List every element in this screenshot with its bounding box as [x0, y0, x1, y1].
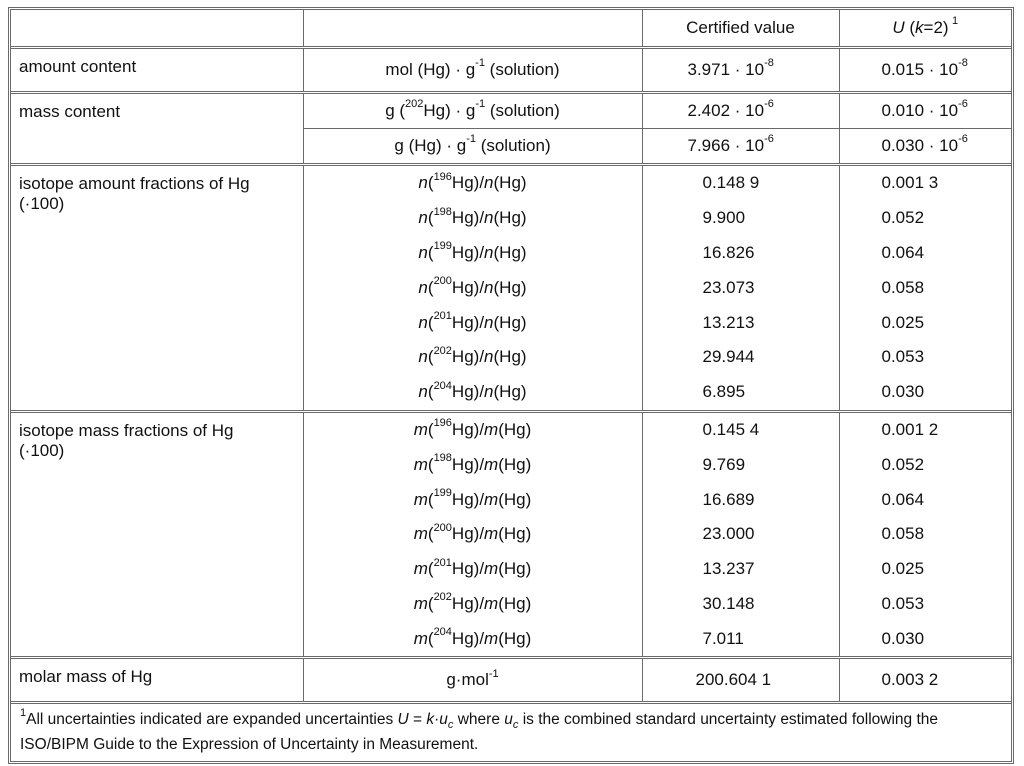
isotope-amount-uncertainty: 0.030	[881, 382, 925, 402]
isotope-mass-uncertainty: 0.052	[881, 454, 925, 474]
molar-mass-unit-text: g·mol	[446, 670, 489, 690]
isotope-mass-label: isotope mass fractions of Hg	[19, 420, 234, 440]
isotope-mass-number: 202	[433, 591, 452, 604]
mass-content-uncertainty-cell-1: $0.010 \cdot 10^{-6}$	[839, 93, 1011, 129]
isotope-mass-number: 198	[433, 205, 452, 218]
isotope-mass-number: 204	[433, 379, 452, 392]
isotope-mass-value-cell	[642, 411, 839, 447]
footnote-mark: 1	[20, 707, 27, 719]
isotope-amount-value: 29.944	[702, 347, 755, 367]
isotope-amount-value: 23.073	[702, 277, 755, 297]
isotope-mass-number: 201	[433, 556, 452, 569]
amount-content-value-cell: $3.971 \cdot 10^{-8}$	[642, 48, 839, 93]
molar-mass-value-cell	[642, 658, 839, 703]
mass-content-value-1: 2.402	[687, 101, 731, 120]
certificate-table-frame	[8, 7, 1014, 764]
isotope-amount-value: 13.213	[702, 312, 755, 332]
isotope-amount-uncertainty: 0.053	[881, 347, 925, 367]
mass-content-unit-2: g $(Hg) \cdot g^{-1}$ (solution)	[303, 129, 642, 165]
isotope-amount-quantity: n($^{199}$Hg)/n(Hg)	[303, 236, 642, 271]
isotope-mass-number: 204	[433, 626, 452, 639]
isotope-mass-quantity: m($^{200}$Hg)/m(Hg)	[303, 517, 642, 552]
isotope-mass-uncertainty: 0.058	[881, 524, 925, 544]
molar-mass-value: 200.604 1	[695, 670, 772, 690]
header-certified-value: Certified value	[642, 10, 839, 48]
header-empty-2	[303, 10, 642, 48]
isotope-mass-value-cell	[642, 621, 839, 657]
mass-u-exp-1: -6	[958, 98, 968, 111]
mass-content-value-cell-1: $2.402 \cdot 10^{-6}$	[642, 93, 839, 129]
amount-content-uncertainty-cell: $0.015 \cdot 10^{-8}$	[881, 57, 968, 79]
isotope-mass-value-cell	[642, 482, 839, 517]
isotope-mass-value-cell	[642, 587, 839, 622]
mass-content-label: mass content	[11, 93, 303, 165]
isotope-mass-quantity: m($^{201}$Hg)/m(Hg)	[303, 552, 642, 587]
isotope-mass-uncertainty: 0.064	[881, 489, 925, 509]
mass-content-row-1	[11, 93, 1011, 129]
mass-content-uncertainty-cell-2: $0.030 \cdot 10^{-6}$	[839, 129, 1011, 165]
isotope-mass-uncertainty: 0.001 2	[839, 411, 1011, 447]
isotope-amount-value-cell	[642, 340, 839, 375]
isotope-amount-uncertainty: 0.052	[881, 208, 925, 228]
header-footnote-mark: 1	[952, 15, 959, 28]
isotope-mass-quantity: m($^{202}$Hg)/m(Hg)	[303, 587, 642, 622]
isotope-mass-number: 196	[433, 170, 452, 183]
footnote: $^1$All uncertainties indicated are expanded uncertainties $U = k\cdot u_c$ where $u_c$ is the combined standard uncertainty estimated following the ISO/BIPM Guide to the Expression of Uncertainty in Measurement.	[11, 703, 1011, 762]
isotope-amount-uncertainty: 0.058	[881, 277, 925, 297]
isotope-mass-quantity: m($^{196}$Hg)/m(Hg)	[303, 411, 642, 447]
isotope-amount-quantity: n($^{202}$Hg)/n(Hg)	[303, 340, 642, 375]
isotope-mass-uncertainty: 0.025	[881, 559, 925, 579]
amount-content-value: 3.971	[687, 60, 731, 79]
isotope-amount-uncertainty: 0.064	[881, 242, 925, 262]
isotope-amount-scale: (·100)	[19, 194, 65, 213]
footnote-text-a: All uncertainties indicated are expanded uncertainties	[26, 711, 398, 729]
amount-content-row	[11, 48, 1011, 93]
header-empty-1	[11, 10, 303, 48]
header-uncertainty: U (k=2) $^1$	[839, 10, 1011, 48]
isotope-mass-value-cell	[642, 517, 839, 552]
isotope-amount-value: 6.895	[702, 382, 746, 402]
molar-mass-uncertainty: 0.003 2	[839, 658, 1011, 703]
footnote-text-c: is the combined standard uncertainty estimated following the ISO/BIPM Guide to the Expression of Uncertainty in Measurement.	[20, 711, 938, 754]
footnote-row	[11, 703, 1011, 762]
isotope-mass-value: 7.011	[702, 628, 744, 648]
mass-value-exp-2: -6	[764, 133, 774, 146]
mass-content-value-2: 7.966	[687, 136, 731, 155]
isotope-amount-label-cell	[11, 165, 303, 412]
isotope-mass-scale: (·100)	[19, 440, 65, 460]
amount-content-label: amount content	[11, 48, 303, 93]
isotope-amount-value-cell	[642, 375, 839, 411]
isotope-amount-uncertainty: 0.001 3	[839, 165, 1011, 201]
molar-mass-unit	[303, 658, 642, 703]
molar-mass-label: molar mass of Hg	[11, 658, 303, 703]
mass-content-u-2: 0.030	[881, 136, 925, 155]
isotope-amount-label: isotope amount fractions of Hg	[19, 174, 250, 193]
isotope-amount-value-cell	[642, 305, 839, 340]
isotope-mass-value: 23.000	[702, 524, 755, 544]
isotope-amount-quantity: n($^{201}$Hg)/n(Hg)	[303, 305, 642, 340]
isotope-mass-label-cell	[11, 411, 303, 658]
amount-content-unit: mol $(Hg) \cdot g^{-1}$ (solution)	[303, 48, 642, 93]
amount-unit-exp: -1	[475, 57, 485, 70]
header-row	[11, 10, 1011, 48]
isotope-mass-uncertainty: 0.030	[881, 628, 925, 648]
isotope-mass-number: 196	[433, 417, 452, 430]
amount-u-exp: -8	[958, 57, 968, 70]
isotope-mass-quantity: m($^{198}$Hg)/m(Hg)	[303, 447, 642, 482]
isotope-mass-value: 13.237	[702, 559, 755, 579]
isotope-amount-value-cell	[642, 236, 839, 271]
isotope-amount-quantity: n($^{198}$Hg)/n(Hg)	[303, 201, 642, 236]
isotope-mass-uncertainty: 0.053	[881, 593, 925, 613]
isotope-mass-number: 200	[433, 521, 452, 534]
isotope-mass-quantity: m($^{199}$Hg)/m(Hg)	[303, 482, 642, 517]
isotope-mass-value-cell	[642, 447, 839, 482]
certified-values-table	[11, 10, 1011, 761]
isotope-amount-value: 0.148 9	[702, 173, 760, 193]
isotope-amount-quantity: n($^{200}$Hg)/n(Hg)	[303, 270, 642, 305]
mass-value-exp-1: -6	[764, 98, 774, 111]
molar-mass-row	[11, 658, 1011, 703]
isotope-mass-value: 0.145 4	[702, 419, 760, 439]
mass-content-u-1: 0.010	[881, 101, 925, 120]
mass-iso-202: 202	[405, 98, 424, 111]
isotope-amount-quantity: n($^{204}$Hg)/n(Hg)	[303, 375, 642, 411]
mass-content-value-cell-2: $7.966 \cdot 10^{-6}$	[642, 129, 839, 165]
isotope-mass-row	[11, 411, 1011, 447]
isotope-amount-value: 16.826	[702, 242, 755, 262]
isotope-amount-value: 9.900	[702, 208, 746, 228]
isotope-amount-value-cell	[642, 165, 839, 201]
isotope-mass-quantity: m($^{204}$Hg)/m(Hg)	[303, 621, 642, 657]
mass-u-exp-2: -6	[958, 133, 968, 146]
isotope-mass-number: 199	[433, 486, 452, 499]
isotope-amount-row	[11, 165, 1011, 201]
footnote-text-b: where	[453, 711, 505, 729]
mass-content-unit-1: g $(^{202}Hg) \cdot g^{-1}$ (solution)	[303, 93, 642, 129]
isotope-mass-value: 9.769	[702, 454, 746, 474]
isotope-mass-number: 202	[433, 344, 452, 357]
isotope-mass-value-cell	[642, 552, 839, 587]
isotope-amount-uncertainty: 0.025	[881, 312, 925, 332]
isotope-mass-number: 200	[433, 275, 452, 288]
isotope-amount-value-cell	[642, 201, 839, 236]
amount-value-exp: -8	[764, 57, 774, 70]
molar-mass-unit-exp: -1	[488, 667, 499, 680]
isotope-mass-number: 198	[433, 452, 452, 465]
isotope-mass-number: 199	[433, 240, 452, 253]
isotope-mass-value: 30.148	[702, 593, 755, 613]
amount-content-u: 0.015	[881, 60, 925, 79]
isotope-mass-value: 16.689	[702, 489, 755, 509]
isotope-amount-value-cell	[642, 270, 839, 305]
isotope-mass-number: 201	[433, 309, 452, 322]
isotope-amount-quantity: n($^{196}$Hg)/n(Hg)	[303, 165, 642, 201]
